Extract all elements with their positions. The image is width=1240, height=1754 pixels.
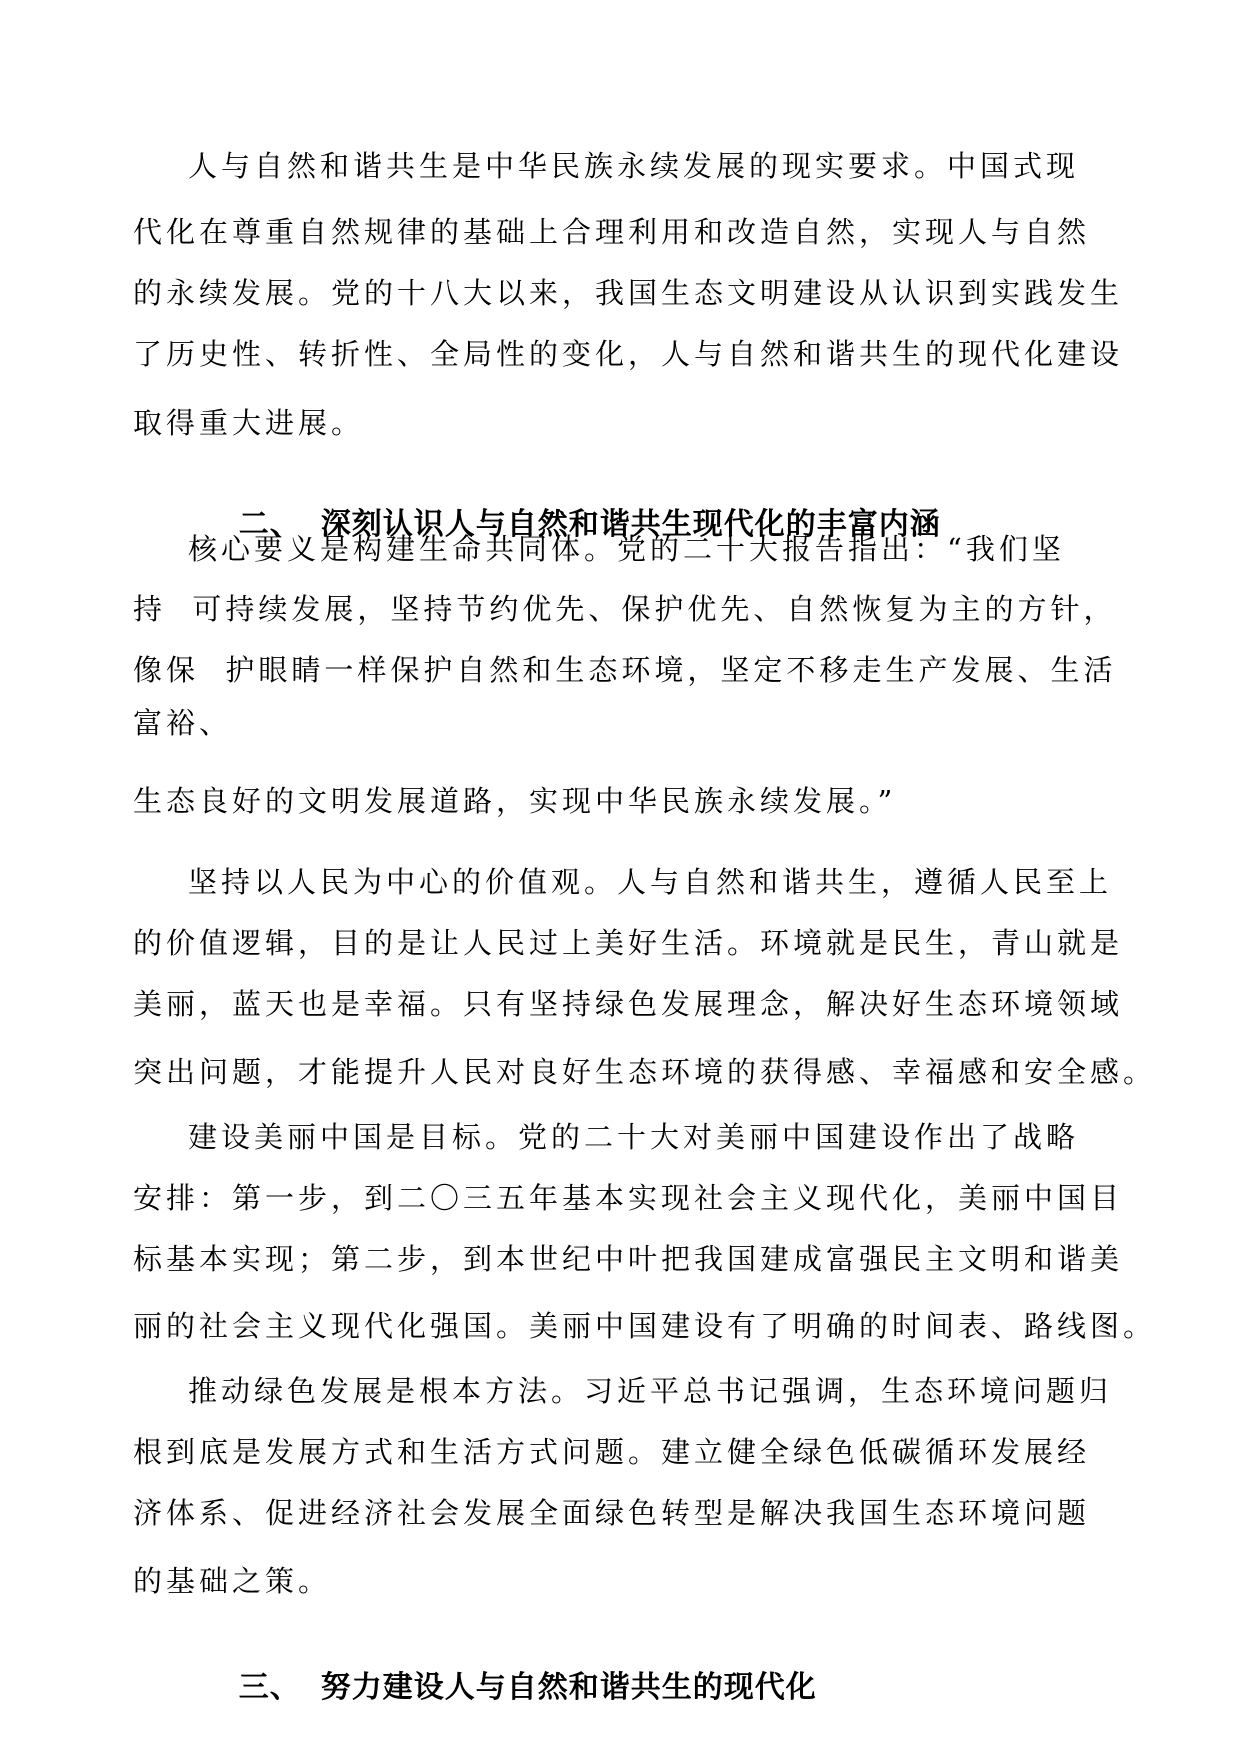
section-heading-3 (193, 1628, 817, 1748)
paragraph-line: 富裕、 (133, 706, 233, 740)
paragraph-line: 建设美丽中国是目标。党的二十大对美丽中国建设作出了战略 (188, 1120, 1080, 1154)
paragraph-line: 美丽，蓝天也是幸福。只有坚持绿色发展理念，解决好生态环境领域 (133, 987, 1124, 1021)
paragraph-line: 了历史性、转折性、全局性的变化，人与自然和谐共生的现代化建设 (133, 337, 1124, 371)
paragraph-line: 突出问题，才能提升人民对良好生态环境的获得感、幸福感和安全感。 (133, 1055, 1157, 1089)
paragraph-line: 核心要义是构建生命共同体。党的二十大报告指出：“我们坚 (188, 532, 1065, 566)
paragraph-line: 根到底是发展方式和生活方式问题。建立健全绿色低碳循环发展经 (133, 1435, 1091, 1469)
paragraph-line: 取得重大进展。 (133, 406, 365, 440)
paragraph-line: 坚持以人民为中心的价值观。人与自然和谐共生，遵循人民至上 (188, 865, 1113, 899)
paragraph-line: 济体系、促进经济社会发展全面绿色转型是解决我国生态环境问题 (133, 1496, 1091, 1530)
paragraph-line: 持 可持续发展，坚持节约优先、保护优先、自然恢复为主的方针， (133, 592, 1117, 626)
paragraph-line: 推动绿色发展是根本方法。习近平总书记强调，生态环境问题归 (188, 1374, 1113, 1408)
paragraph-line: 的基础之策。 (133, 1564, 332, 1598)
paragraph-line: 人与自然和谐共生是中华民族永续发展的现实要求。中国式现 (188, 149, 1080, 183)
paragraph-line: 像保 护眼睛一样保护自然和生态环境，坚定不移走生产发展、生活 (133, 653, 1117, 687)
paragraph-line: 的价值逻辑，目的是让人民过上美好生活。环境就是民生，青山就是 (133, 926, 1124, 960)
paragraph-line: 安排：第一步，到二〇三五年基本实现社会主义现代化，美丽中国目 (133, 1181, 1124, 1215)
section-number: 二、 (238, 507, 301, 542)
paragraph-line: 的永续发展。党的十八大以来，我国生态文明建设从认识到实践发生 (133, 276, 1124, 310)
paragraph-line: 标基本实现；第二步，到本世纪中叶把我国建成富强民主文明和谐美 (133, 1242, 1124, 1276)
paragraph-line: 丽的社会主义现代化强国。美丽中国建设有了明确的时间表、路线图。 (133, 1309, 1157, 1343)
section-title: 深刻认识人与自然和谐共生现代化的丰富内涵 (320, 507, 941, 542)
section-number: 三、 (238, 1670, 301, 1705)
paragraph-line: 生态良好的文明发展道路，实现中华民族永续发展。” (133, 784, 897, 818)
paragraph-line: 代化在尊重自然规律的基础上合理利用和改造自然，实现人与自然 (133, 215, 1091, 249)
section-title: 努力建设人与自然和谐共生的现代化 (320, 1670, 817, 1705)
